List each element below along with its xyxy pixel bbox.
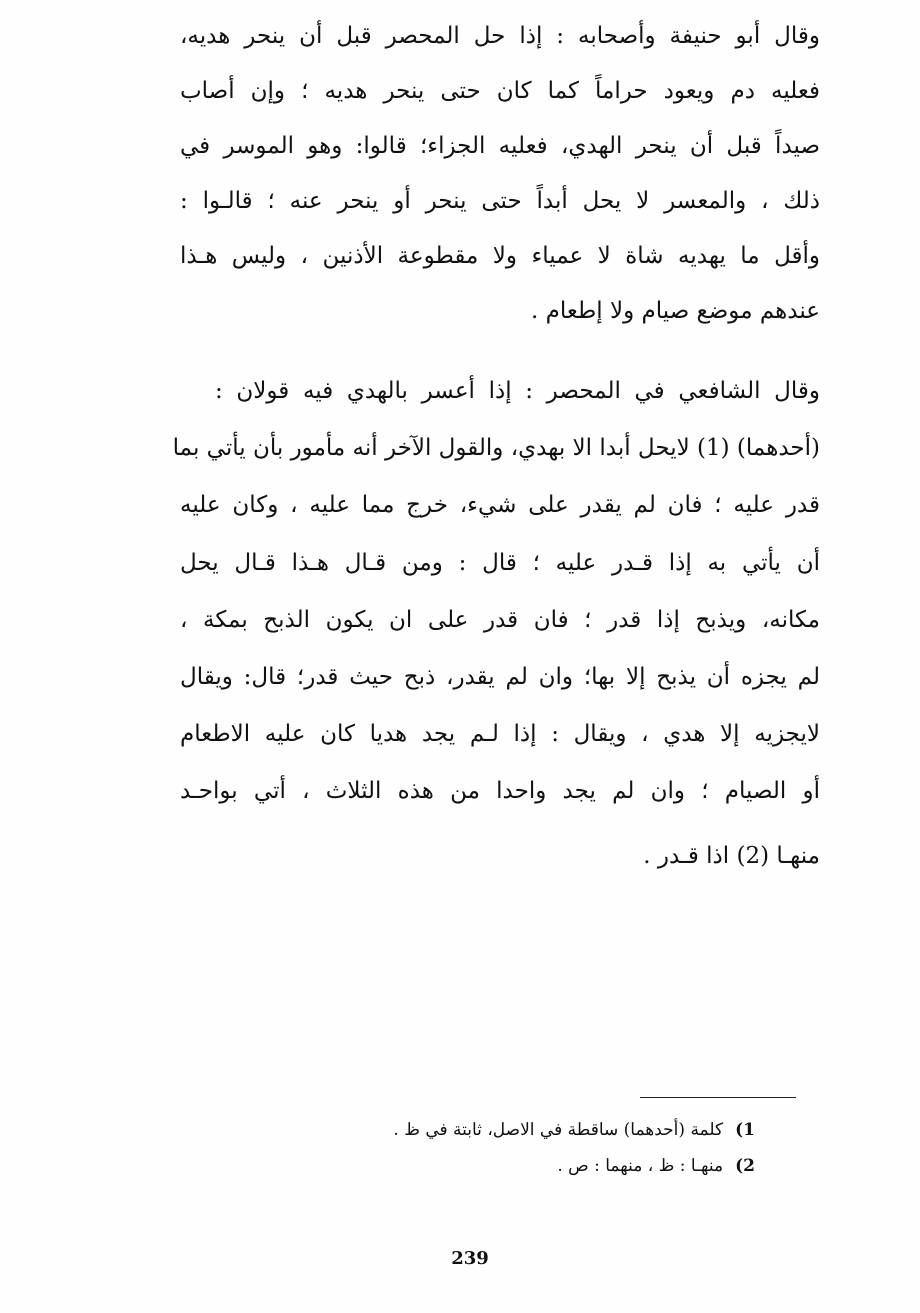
text-line: وقال أبو حنيفة وأصحابه : إذا حل المحصر قبل أن ينحر هديه، xyxy=(180,23,820,49)
text-line: وأقل ما يهديه شاة لا عمياء ولا مقطوعة الأذنين ، وليس هـذا xyxy=(180,243,820,269)
text-line: فعليه دم ويعود حراماً كما كان حتى ينحر هديه ؛ وإن أصاب xyxy=(180,78,820,104)
text-line: عندهم موضع صيام ولا إطعام . xyxy=(531,298,820,324)
footnote-separator xyxy=(640,1097,796,1098)
footnote-text: كلمة (أحدهما) ساقطة في الاصل، ثابتة في ظ . xyxy=(393,1120,724,1140)
text-line: قدر عليه ؛ فان لم يقدر على شيء، خرج مما عليه ، وكان عليه xyxy=(180,492,820,518)
text-line: لايجزيه إلا هدي ، ويقال : إذا لـم يجد هديا كان عليه الاطعام xyxy=(180,721,820,747)
page-number: 239 xyxy=(451,1248,489,1269)
footnote-1 xyxy=(295,1122,755,1139)
text-line: أو الصيام ؛ وان لم يجد واحدا من هذه الثلاث ، أتي بواحـد xyxy=(180,778,820,804)
text-line: أن يأتي به إذا قـدر عليه ؛ قال : ومن قـال هـذا قـال يحل xyxy=(180,550,820,576)
text-line: وقال الشافعي في المحصر : إذا أعسر بالهدي فيه قولان : xyxy=(215,378,820,404)
footnote-number: 2) xyxy=(735,1156,755,1176)
text-line: ذلك ، والمعسر لا يحل أبداً حتى ينحر أو ينحر عنه ؛ قالـوا : xyxy=(180,188,820,214)
footnote-2 xyxy=(295,1158,755,1175)
text-line: مكانه، ويذبح إذا قدر ؛ فان قدر على ان يكون الذبح بمكة ، xyxy=(180,607,820,633)
text-line: منهـا (2) اذا قـدر . xyxy=(643,843,820,869)
footnote-number: 1) xyxy=(735,1120,755,1140)
text-line: صيداً قبل أن ينحر الهدي، فعليه الجزاء؛ قالوا: وهو الموسر في xyxy=(180,133,820,159)
text-line: لم يجزه أن يذبح إلا بها؛ وان لم يقدر، ذبح حيث قدر؛ قال: ويقال xyxy=(180,664,820,690)
text-line: (أحدهما) (1) لايحل أبدا الا بهدي، والقول الآخر أنه مأمور بأن يأتي بما xyxy=(172,435,820,461)
footnote-text: منهـا : ظ ، منهما : ص . xyxy=(557,1156,724,1176)
